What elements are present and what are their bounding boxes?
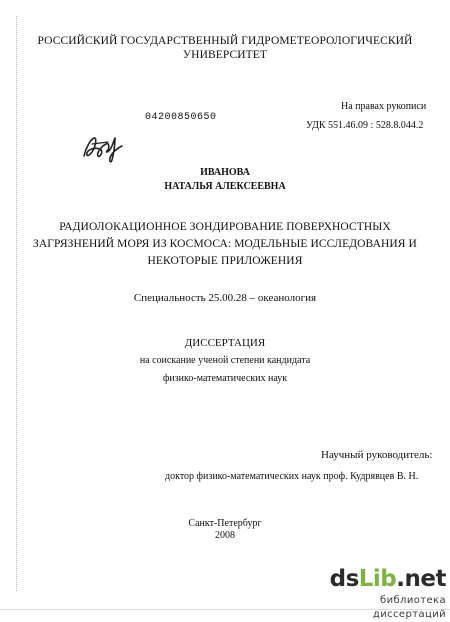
library-number: 04200850650 bbox=[145, 112, 217, 123]
specialty: Специальность 25.00.28 – океанология bbox=[133, 292, 317, 304]
dissertation-title bbox=[0, 219, 450, 270]
manuscript-rights-label: На правах рукописи bbox=[341, 101, 427, 112]
university-line-2: УНИВЕРСИТЕТ bbox=[182, 49, 268, 61]
degree-line-1: на соискание ученой степени кандидата bbox=[139, 355, 311, 366]
author-name: НАТАЛЬЯ АЛЕКСЕЕВНА bbox=[164, 181, 286, 192]
dslib-logo-part-1: Lib bbox=[358, 566, 397, 592]
dslib-logo-part-2: .net bbox=[396, 566, 446, 592]
dslib-logo-part-0: ds bbox=[329, 566, 359, 592]
title-line-2: ЗАГРЯЗНЕНИЙ МОРЯ ИЗ КОСМОСА: МОДЕЛЬНЫЕ ИССЛЕДОВАНИЯ И bbox=[33, 238, 417, 250]
advisor-label: Научный руководитель: bbox=[321, 449, 433, 461]
author-surname: ИВАНОВА bbox=[200, 167, 250, 178]
dslib-watermark[interactable] bbox=[328, 566, 446, 622]
signature-icon bbox=[78, 126, 128, 166]
udk-code: УДК 551.46.09 : 528.8.044.2 bbox=[306, 120, 424, 131]
dslib-logo-text bbox=[328, 566, 446, 592]
year: 2008 bbox=[215, 530, 235, 541]
university-line-1: РОССИЙСКИЙ ГОСУДАРСТВЕННЫЙ ГИДРОМЕТЕОРОЛОГИЧЕСКИЙ bbox=[37, 35, 413, 47]
title-line-3: НЕКОТОРЫЕ ПРИЛОЖЕНИЯ bbox=[147, 255, 303, 267]
degree-line-2: физико-математических наук bbox=[162, 373, 288, 384]
university-header bbox=[0, 34, 450, 62]
dslib-subtitle: библиотека диссертаций bbox=[372, 595, 446, 620]
author-block bbox=[0, 166, 450, 194]
city: Санкт-Петербург bbox=[188, 518, 262, 529]
dissertation-heading: ДИССЕРТАЦИЯ bbox=[184, 337, 266, 349]
title-line-1: РАДИОЛОКАЦИОННОЕ ЗОНДИРОВАНИЕ ПОВЕРХНОСТНЫХ bbox=[59, 221, 391, 233]
advisor-name: доктор физико-математических наук проф. Кудрявцев В. Н. bbox=[165, 471, 419, 482]
